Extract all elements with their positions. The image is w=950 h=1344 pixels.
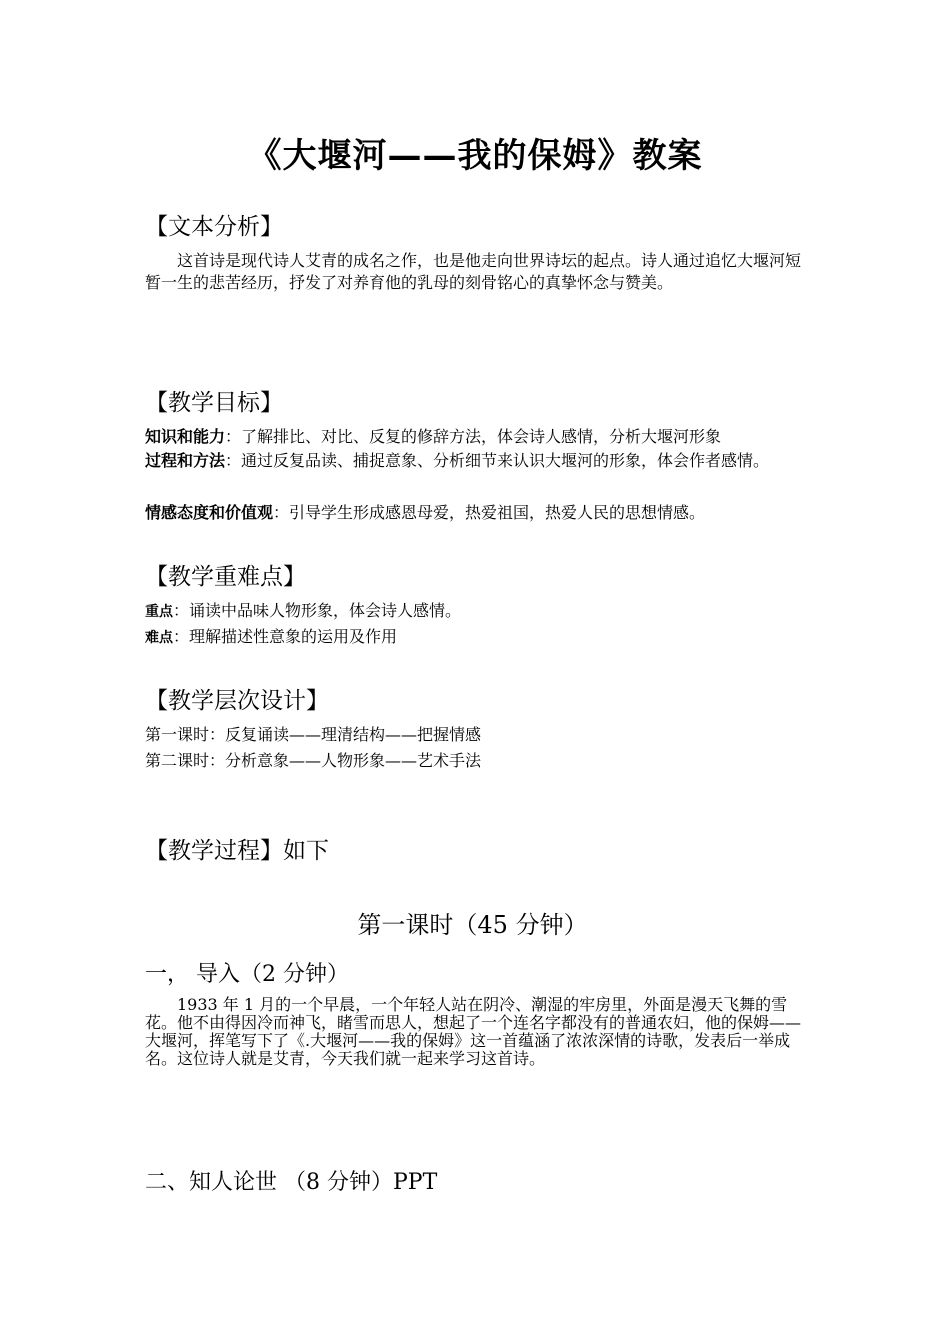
- difficult-point: [145, 624, 397, 647]
- objective-label: 过程和方法: [145, 451, 226, 470]
- level-line: 第二课时：分析意象——人物形象——艺术手法: [145, 751, 482, 770]
- levels-heading: 【教学层次设计】: [145, 688, 329, 714]
- document-title: 《大堰河——我的保姆》教案: [247, 136, 703, 176]
- objective-emotion: [145, 500, 705, 523]
- intro-heading: 一， 导入（2 分钟）: [145, 962, 349, 987]
- objective-text: ：通过反复品读、捕捉意象、分析细节来认识大堰河的形象，体会作者感情。: [225, 451, 770, 470]
- intro-paragraph: 1933 年 1 月的一个早晨，一个年轻人站在阴冷、潮湿的牢房里，外面是漫天飞舞的雪花。他不由得因冷而神飞，睹雪而思人，想起了一个连名字都没有的普通农妇，他的保姆——大堰河，挥笔写下了《.大堰河——我的保姆》这一首蕴涵了浓浓深情的诗歌，发表后一举成名。这位诗人就是艾青，今天我们就一起来学习这首诗。: [145, 995, 802, 1068]
- key-point-label: 重点: [145, 604, 173, 620]
- objective-text: ：了解排比、对比、反复的修辞方法，体会诗人感情，分析大堰河形象: [225, 427, 722, 446]
- key-point: [145, 598, 461, 621]
- objective-process: [145, 450, 810, 472]
- difficult-point-text: ：理解描述性意象的运用及作用: [173, 627, 398, 646]
- objective-knowledge: [145, 424, 721, 447]
- process-heading: 【教学过程】如下: [145, 838, 329, 864]
- text-analysis-paragraph: 这首诗是现代诗人艾青的成名之作，也是他走向世界诗坛的起点。诗人通过追忆大堰河短暂一生的悲苦经历，抒发了对养育他的乳母的刻骨铭心的真挚怀念与赞美。: [145, 251, 802, 292]
- text-analysis-heading: 【文本分析】: [145, 214, 283, 240]
- objective-label: 知识和能力: [145, 427, 226, 446]
- key-point-text: ：诵读中品味人物形象，体会诗人感情。: [173, 601, 462, 620]
- section2-heading: 二、知人论世 （8 分钟）PPT: [145, 1170, 438, 1195]
- level-line: 第一课时：反复诵读——理清结构——把握情感: [145, 725, 482, 744]
- key-points-heading: 【教学重难点】: [145, 564, 306, 590]
- difficult-point-label: 难点: [145, 630, 173, 646]
- lesson1-title: 第一课时（45 分钟）: [357, 911, 588, 939]
- objective-label: 情感态度和价值观: [145, 503, 274, 522]
- objectives-heading: 【教学目标】: [145, 390, 283, 416]
- objective-text: ：引导学生形成感恩母爱，热爱祖国，热爱人民的思想情感。: [273, 503, 706, 522]
